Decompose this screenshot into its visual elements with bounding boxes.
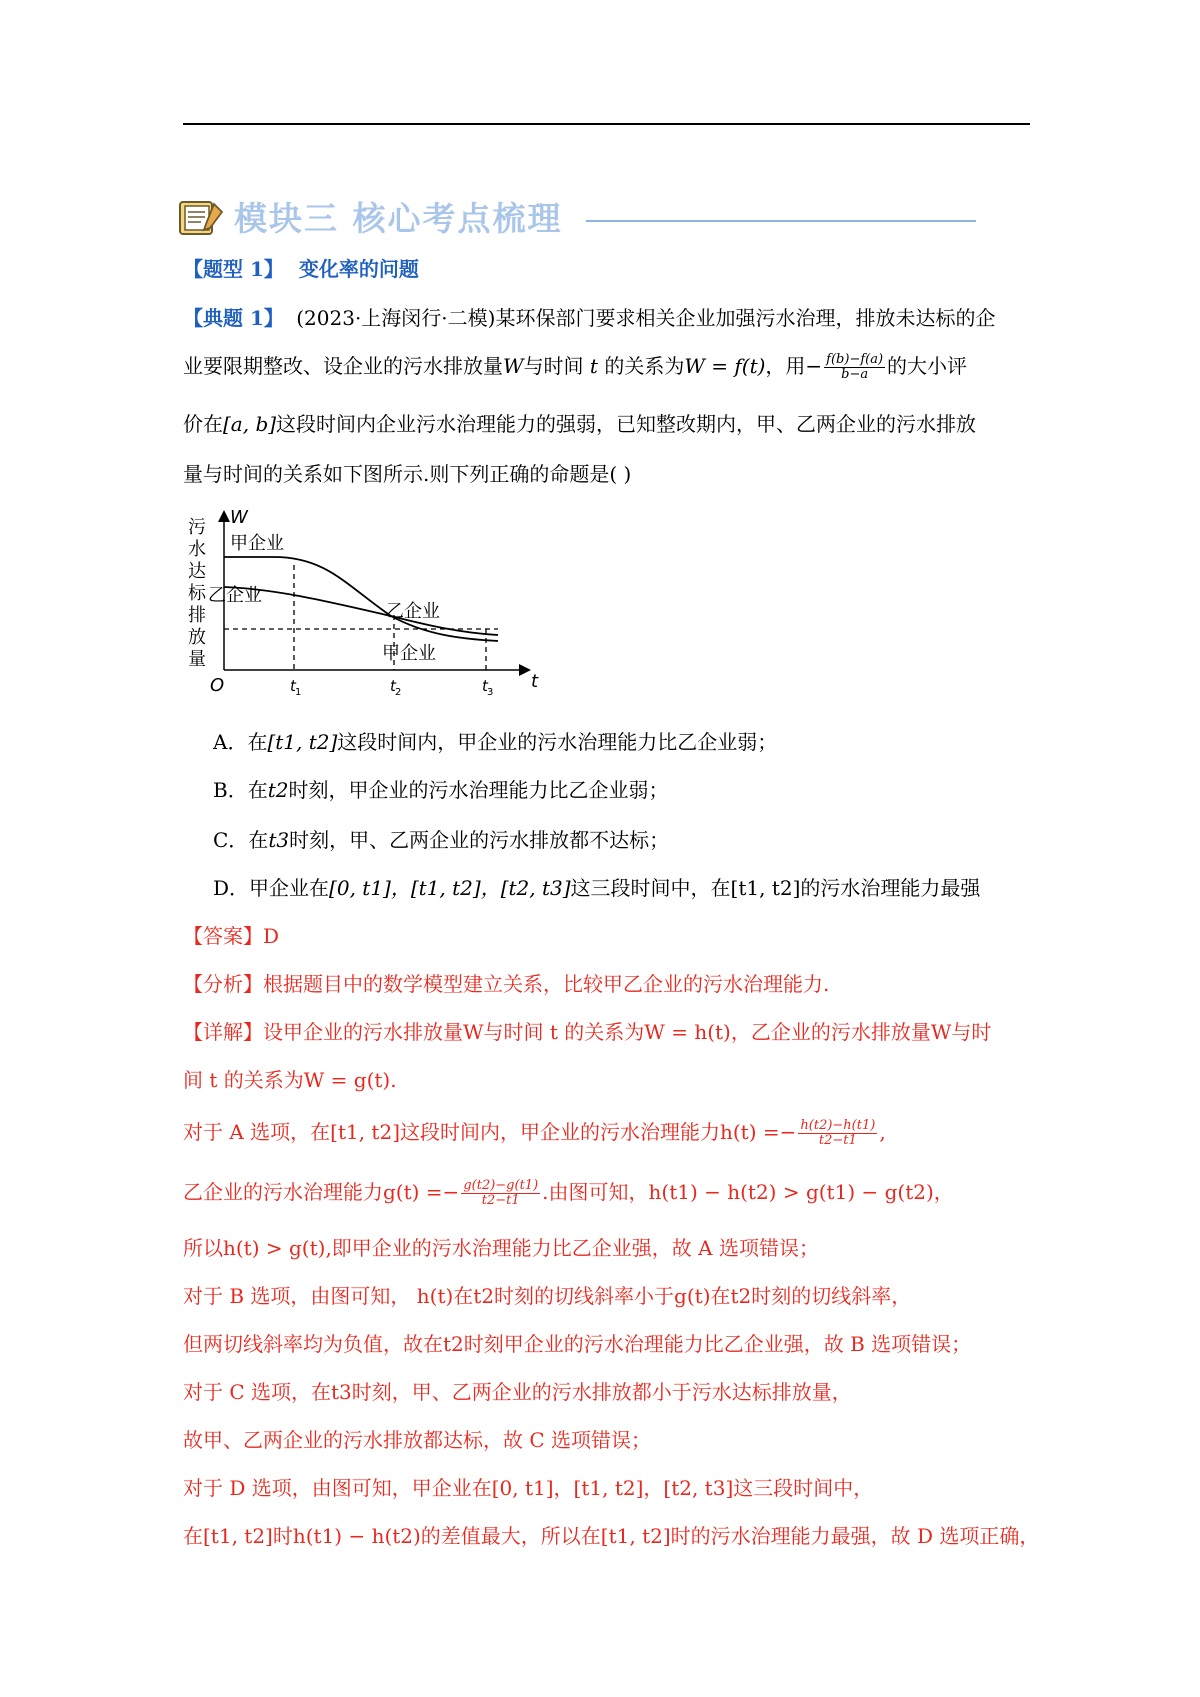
option-d-prefix: D．甲企业在 [213,876,330,900]
y-axis-name: W [230,507,248,528]
frac-h-den: t2−t1 [818,1133,857,1148]
analysis-line [183,970,829,998]
option-d-text: 这三段时间中，在[t1, t2]的污水治理能力最强 [570,876,981,900]
frac-g-num: g(t2)−g(t1) [463,1178,539,1193]
y-caption-char: 水 [188,539,206,560]
option-a [213,728,777,756]
q2c: 与时间 [523,354,590,378]
module-underline [586,220,976,222]
guide-lines [224,565,498,670]
option-a-prefix: A．在 [213,730,268,754]
detail-line-8: 对于 C 选项，在t3时刻，甲、乙两企业的污水排放都小于污水达标排放量， [183,1380,852,1404]
option-c-interval: t3 [268,828,290,852]
question-line-1 [183,304,995,332]
option-b [213,776,668,804]
label-yi-right: 乙企业 [386,601,440,622]
type-heading [183,255,419,283]
y-caption-char: 达 [188,561,206,582]
frac-den: b−a [841,367,869,382]
question-line-3 [183,410,976,438]
y-caption-char: 放 [188,627,206,648]
option-d-interval: [0, t1]，[t1, t2]，[t2, t3] [329,876,571,900]
option-c [213,826,669,854]
example-label: 【典题 1】 [183,306,284,330]
q2b: W [503,354,524,378]
detail-line-9: 故甲、乙两企业的污水排放都达标，故 C 选项错误； [183,1428,652,1452]
question-line-4: 量与时间的关系如下图所示.则下列正确的命题是( ) [183,462,632,486]
q2f: W = f(t) [684,354,766,378]
label-jia-right: 甲企业 [382,643,436,664]
q3a: 价在 [183,412,223,436]
tick-t1: t [290,677,296,695]
question-text-1: (2023·上海闵行·二模)某环保部门要求相关企业加强污水治理，排放未达标的企 [296,306,996,330]
tick-t3: t [482,677,488,695]
detail-line-1 [183,1018,991,1046]
notebook-pen-icon [176,198,226,238]
y-caption-char: 量 [188,649,206,670]
option-d [213,874,980,902]
detail-4a: 乙企业的污水治理能力g(t) =− [183,1180,460,1204]
option-b-prefix: B．在 [213,778,268,802]
detail-line-7: 但两切线斜率均为负值，故在t2时刻甲企业的污水治理能力比乙企业强，故 B 选项错误； [183,1332,972,1356]
q2d: t [589,354,598,378]
origin-label: O [210,675,225,696]
frac-num: f(b)−f(a) [826,352,884,367]
detail-3b: , [879,1120,886,1144]
x-axis-name: t [531,671,539,692]
label-jia-top: 甲企业 [230,533,284,554]
x-ticks [290,677,493,698]
detail-line-3 [183,1118,886,1148]
detail-line-10: 对于 D 选项，由图可知，甲企业在[0, t1]，[t1, t2]，[t2, t3]这三段时间中， [183,1476,874,1500]
q3c: 这段时间内企业污水治理能力的强弱，已知整改期内，甲、乙两企业的污水排放 [276,412,977,436]
label-yi-left: 乙企业 [208,585,262,606]
detail-frac-h [798,1119,877,1148]
q3b: [a, b] [223,412,277,436]
detail-label: 【详解】 [183,1020,263,1044]
frac-h-num: h(t2)−h(t1) [800,1118,876,1133]
detail-line-5: 所以h(t) > g(t),即甲企业的污水治理能力比乙企业强，故 A 选项错误； [183,1236,819,1260]
y-caption [188,517,207,670]
option-c-prefix: C．在 [213,828,269,852]
detail-3a: 对于 A 选项，在[t1, t2]这段时间内，甲企业的污水治理能力h(t) =− [183,1120,797,1144]
y-caption-char: 排 [188,605,206,626]
top-rule [183,123,1030,125]
option-a-interval: [t1, t2] [267,730,338,754]
q2e: 的关系为 [597,354,685,378]
option-b-text: 时刻，甲企业的污水治理能力比乙企业弱； [288,778,669,802]
y-caption-char: 标 [188,583,206,604]
detail-text-1: 设甲企业的污水排放量W与时间 t 的关系为W = h(t)，乙企业的污水排放量W与时 [263,1020,992,1044]
detail-line-11: 在[t1, t2]时h(t1) − h(t2)的差值最大，所以在[t1, t2]时的污水治理能力最强，故 D 选项正确， [183,1524,1040,1548]
y-caption-char: 污 [188,517,206,538]
analysis-text: 根据题目中的数学模型建立关系，比较甲乙企业的污水治理能力. [263,972,830,996]
rate-fraction [824,353,885,382]
detail-line-2: 间 t 的关系为W = g(t). [183,1068,397,1092]
detail-line-6: 对于 B 选项，由图可知， h(t)在t2时刻的切线斜率小于g(t)在t2时刻的切线斜率， [183,1284,912,1308]
type-title: 变化率的问题 [298,257,419,281]
option-a-text: 这段时间内，甲企业的污水治理能力比乙企业弱； [337,730,778,754]
answer-label: 【答案】 [183,924,263,948]
q2h: 的大小评 [887,354,968,378]
answer-value: D [263,924,280,948]
option-c-text: 时刻，甲、乙两企业的污水排放都不达标； [289,828,670,852]
detail-frac-g [461,1179,540,1208]
option-b-interval: t2 [267,778,289,802]
tick-t3-sub: 3 [487,687,494,698]
q2a: 业要限期整改、设企业的污水排放量 [183,354,503,378]
tick-t2: t [390,677,396,695]
type-label: 【题型 1】 [183,257,284,281]
frac-g-den: t2−t1 [481,1193,520,1208]
answer-line [183,922,279,950]
detail-4b: .由图可知，h(t1) − h(t2) > g(t1) − g(t2)， [542,1180,954,1204]
q2g: ，用− [765,354,823,378]
tick-t1-sub: 1 [295,687,302,698]
detail-line-4 [183,1178,954,1208]
module-title: 模块三 核心考点梳理 [234,199,563,238]
tick-t2-sub: 2 [395,687,402,698]
emission-graph [186,505,546,705]
analysis-label: 【分析】 [183,972,263,996]
module-header [176,196,1006,244]
question-line-2 [183,352,967,382]
